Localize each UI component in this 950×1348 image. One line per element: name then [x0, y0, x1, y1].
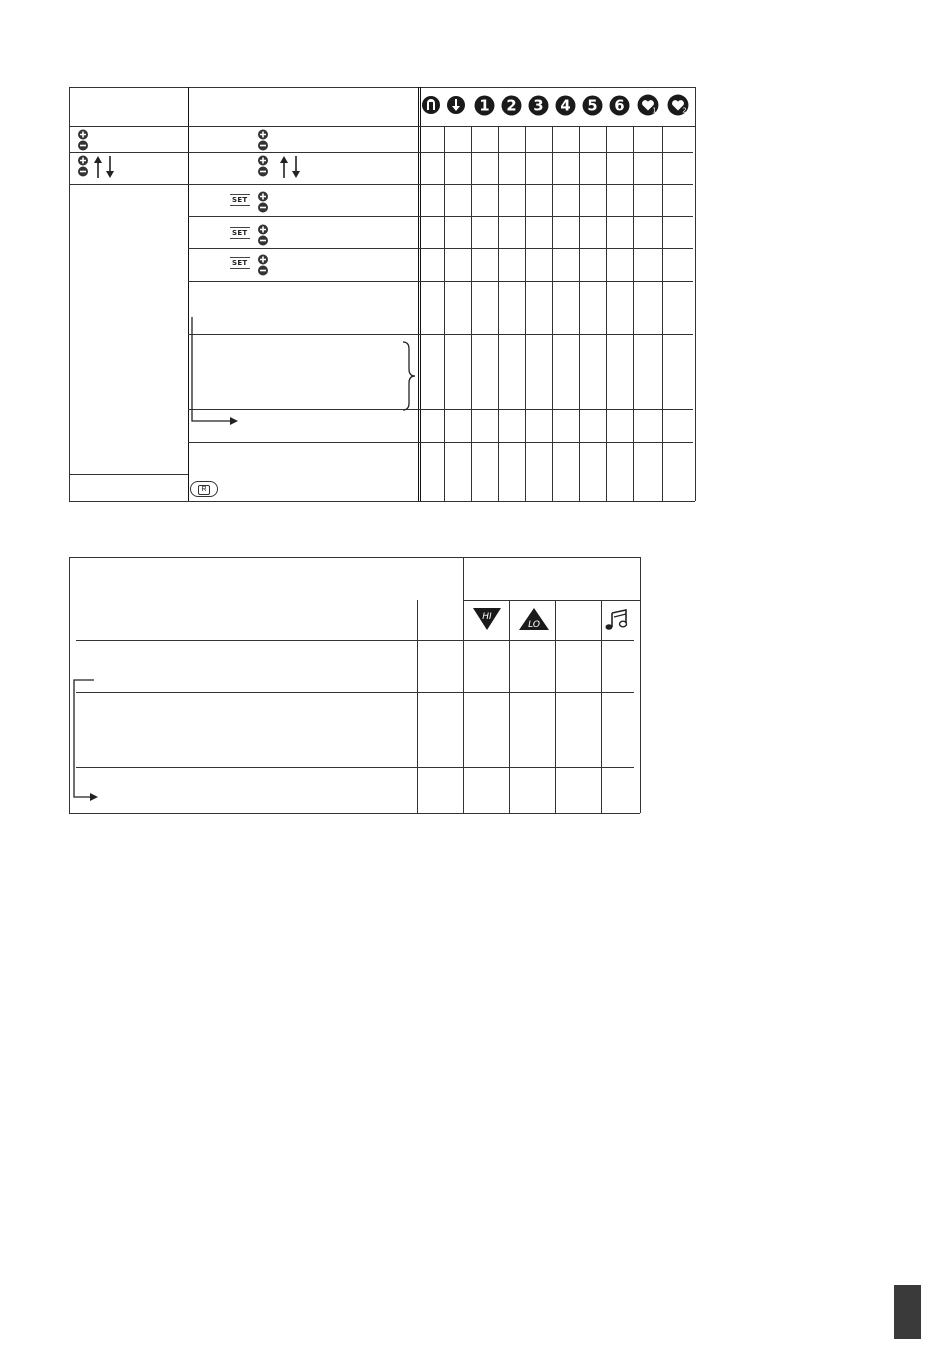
set-key: SET — [232, 259, 248, 267]
lo-triangle-icon — [518, 607, 550, 631]
up-arrow-circle-icon — [421, 95, 441, 115]
svg-text:2: 2 — [506, 97, 517, 115]
number-3-icon — [528, 95, 549, 116]
number-6-icon — [609, 95, 630, 116]
svg-text:2: 2 — [682, 106, 687, 115]
plus-minus-icon — [77, 129, 89, 151]
set-key: SET — [232, 196, 248, 204]
set-key: SET — [232, 229, 248, 237]
page-edge-tab — [894, 1285, 921, 1339]
plus-minus-icon — [77, 155, 89, 177]
plus-minus-icon — [257, 155, 269, 177]
plus-minus-icon — [257, 191, 269, 213]
svg-text:4: 4 — [560, 97, 571, 115]
music-note-icon — [604, 609, 630, 631]
number-5-icon — [582, 95, 603, 116]
loop-arrow-right-icon — [70, 679, 100, 803]
heart-2-icon — [667, 94, 689, 116]
number-2-icon — [501, 95, 522, 116]
plus-minus-icon — [257, 254, 269, 276]
reset-key — [190, 481, 218, 497]
plus-minus-icon — [257, 129, 269, 151]
plus-minus-icon — [257, 224, 269, 246]
loop-arrow-right-icon — [188, 316, 240, 426]
reset-key-label: R — [198, 485, 209, 495]
svg-text:3: 3 — [533, 97, 544, 115]
svg-text:1: 1 — [479, 97, 490, 115]
hi-label: HI — [482, 612, 492, 622]
up-down-arrows-icon — [92, 155, 116, 179]
svg-text:6: 6 — [614, 97, 625, 115]
right-curly-brace-icon — [401, 341, 417, 411]
number-4-icon — [555, 95, 576, 116]
number-1-icon — [474, 95, 495, 116]
heart-1-icon — [637, 94, 659, 116]
svg-text:1: 1 — [652, 106, 657, 115]
svg-text:5: 5 — [587, 97, 598, 115]
lo-label: LO — [528, 620, 540, 630]
up-down-arrows-icon — [278, 155, 302, 179]
down-arrow-circle-icon — [446, 95, 466, 115]
hi-triangle-icon — [472, 607, 502, 631]
